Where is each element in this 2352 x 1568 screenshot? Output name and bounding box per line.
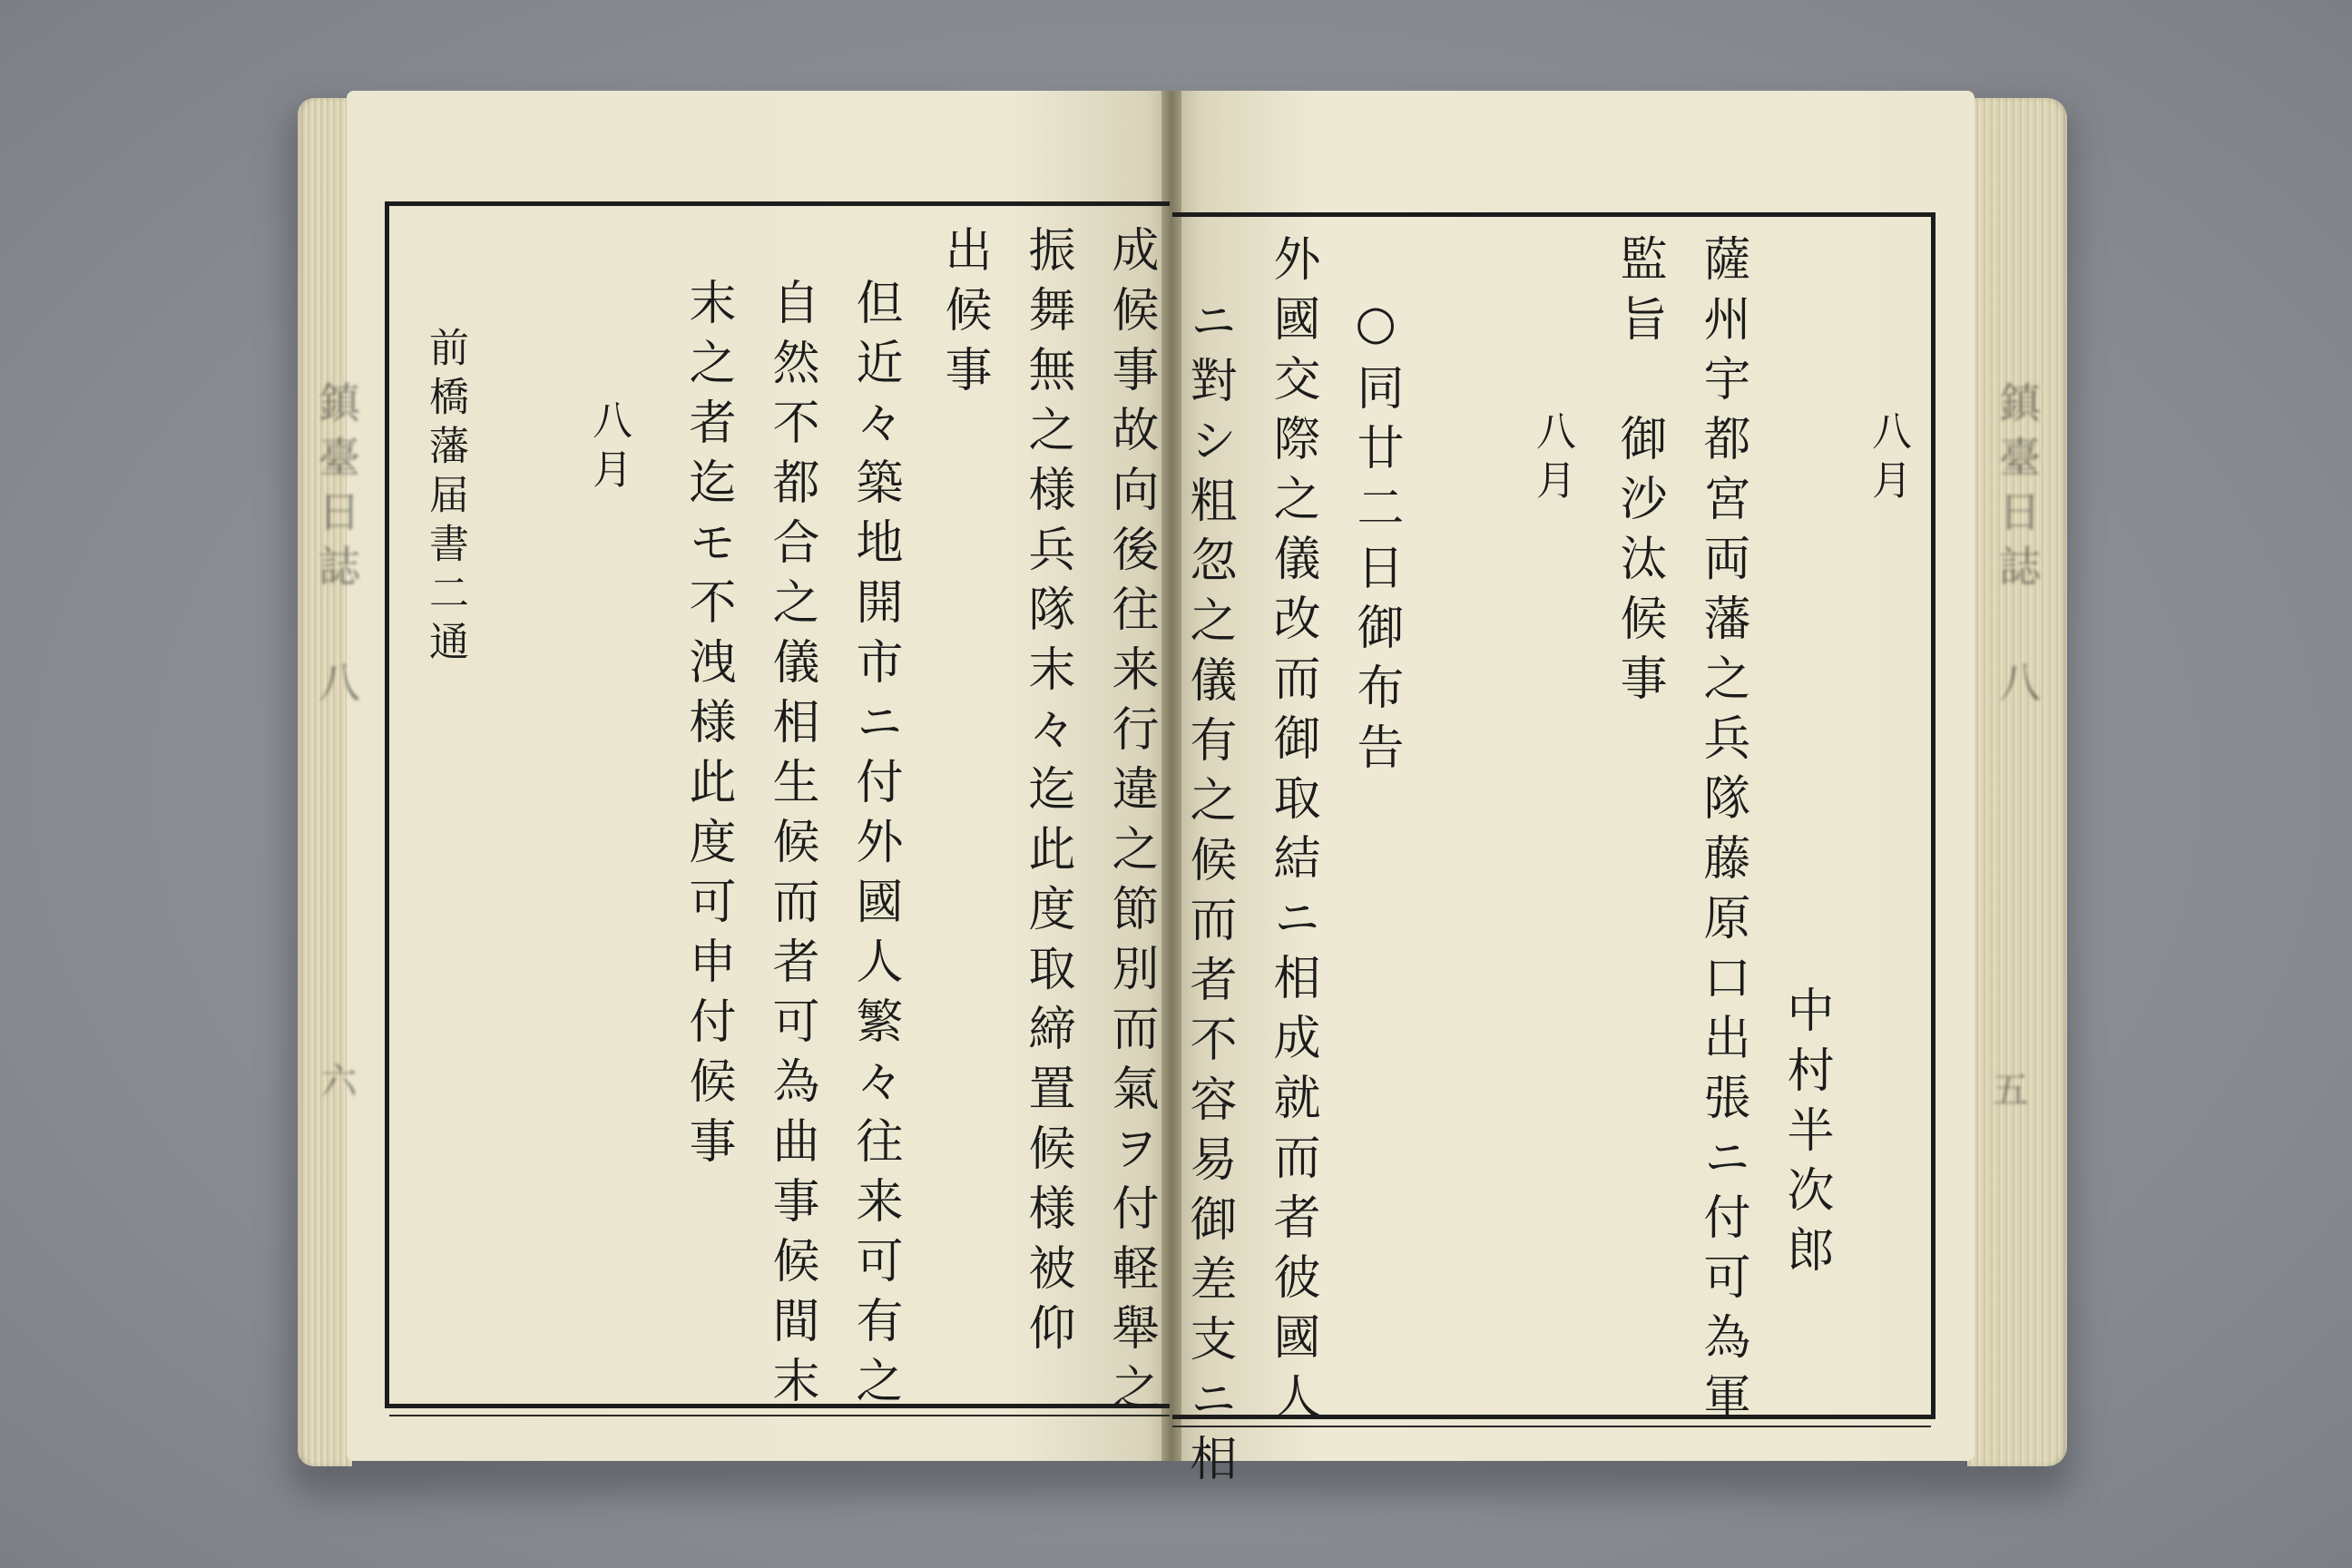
page-edges-right (1967, 98, 2067, 1466)
right-col-7: 外國交際之儀改而御取結ニ相成就而者彼國人 (1265, 234, 1319, 1432)
right-margin-title: 鎮臺日誌 八 (1993, 381, 2042, 715)
left-col-5: 自然不都合之儀相生候而者可為曲事候間末 (764, 278, 818, 1416)
left-col-4: 但近々築地開市ニ付外國人繁々往来可有之 (848, 278, 902, 1416)
left-col-7: 八月 (585, 399, 632, 497)
left-col-6: 末之者迄モ不洩様此度可申付候事 (681, 278, 735, 1176)
page-edges-left (298, 98, 352, 1466)
right-col-5: 八月 (1529, 410, 1575, 508)
right-col-1: 八月 (1865, 410, 1911, 508)
left-col-8: 前橋藩届書二通 (422, 327, 468, 670)
right-col-4: 監旨 御沙汰候事 (1612, 234, 1666, 713)
right-col-8: ニ對シ粗忽之儀有之候而者不容易御差支ニ相 (1181, 296, 1236, 1494)
right-col-3: 薩州宇都宮両藩之兵隊藤原口出張ニ付可為軍 (1695, 234, 1749, 1432)
left-margin-title: 鎮臺日誌 八 (312, 381, 361, 715)
right-col-2: 中村半次郎 (1779, 985, 1833, 1285)
left-col-3: 出候事 (936, 225, 991, 405)
left-col-2: 振舞無之様兵隊末々迄此度取締置候様被仰 (1020, 225, 1074, 1363)
left-margin-page: 六 (315, 1062, 357, 1111)
right-col-6: ○同廿二日御布告 (1348, 296, 1403, 782)
right-margin-page: 五 (1986, 1071, 2028, 1120)
left-col-1: 成候事故向後往来行違之節別而氣ヲ付軽舉之 (1103, 225, 1158, 1423)
